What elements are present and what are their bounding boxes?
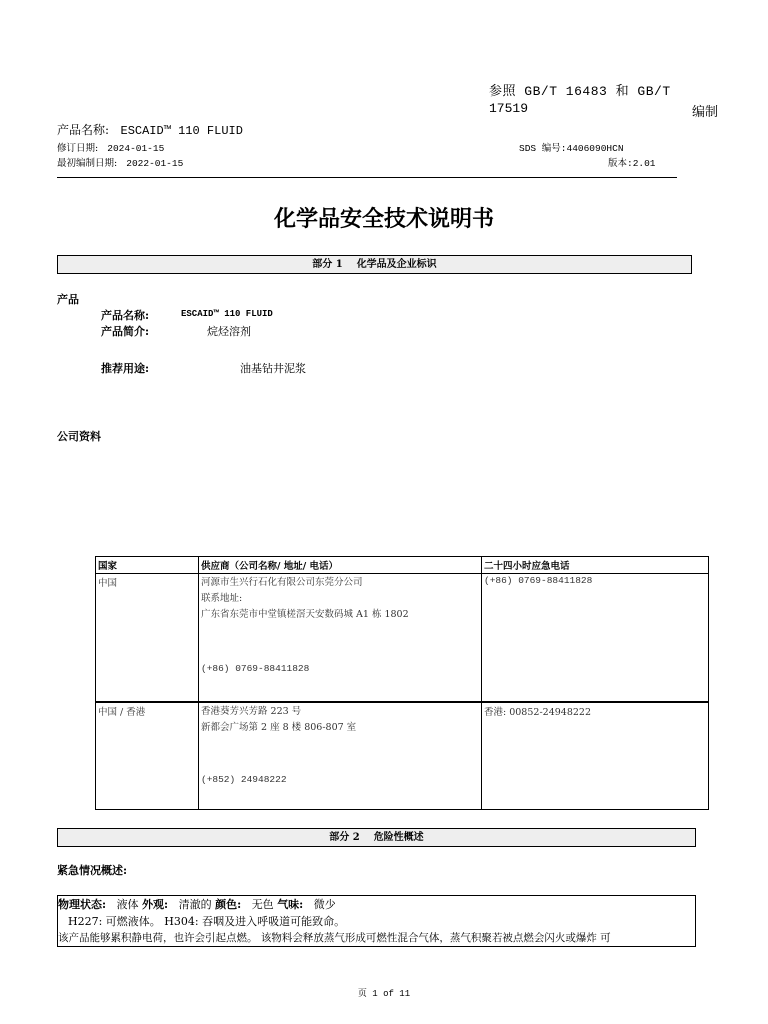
country-cell: 中国 — [96, 574, 199, 703]
odor-label: 气味: — [277, 898, 304, 911]
state-value: 液体 — [116, 898, 139, 911]
supplier-line: 联系地址: — [201, 593, 243, 604]
hazard-statements: H227: 可燃液体。 H304: 吞咽及进入呼吸道可能致命。 — [68, 915, 346, 928]
initial-date-label: 最初编制日期: — [57, 158, 118, 169]
table-header-emergency: 二十四小时应急电话 — [482, 557, 709, 574]
sds-number: SDS 编号:4406090HCN — [519, 143, 624, 154]
color-value: 无色 — [251, 898, 274, 911]
company-heading: 公司资料 — [57, 430, 101, 443]
table-row — [96, 574, 709, 703]
section-2-title: 危险性概述 — [373, 832, 424, 843]
hazard-summary-box — [57, 895, 696, 947]
supplier-line: 香港葵芳兴芳路 223 号 — [201, 706, 302, 717]
supplier-cell — [199, 702, 482, 810]
supplier-line: 河源市生兴行石化有限公司东莞分公司 — [201, 577, 363, 588]
section-1-label: 部分 1 — [312, 259, 343, 270]
appearance-value: 清澈的 — [178, 898, 212, 911]
product-name-label: 产品名称: — [101, 309, 150, 322]
color-label: 颜色: — [215, 898, 242, 911]
static-warning: 该产品能够累积静电荷，也许会引起点燃。 该物料会释放蒸气形成可燃性混合气体，蒸气积聚若被点燃会闪火或爆炸 可 — [58, 932, 611, 944]
supplier-line: 新都会广场第 2 座 8 楼 806-807 室 — [201, 722, 357, 733]
emergency-cell: 香港: 00852-24948222 — [482, 702, 709, 810]
document-title: 化学品安全技术说明书 — [273, 206, 494, 232]
product-name-value: ESCAID™ 110 FLUID — [181, 309, 273, 319]
appearance-label: 外观: — [142, 898, 169, 911]
product-intro-label: 产品简介: — [101, 325, 150, 338]
recommended-use-value: 油基钻井泥浆 — [240, 362, 306, 375]
reference-standard-suffix: 编制 — [692, 105, 719, 120]
physical-properties-row — [58, 896, 336, 912]
page-number: 页 1 of 11 — [357, 989, 411, 999]
country-cell: 中国 / 香港 — [96, 702, 199, 810]
state-label: 物理状态: — [58, 898, 107, 911]
supplier-cell — [199, 574, 482, 703]
supplier-table — [95, 556, 709, 810]
supplier-table-header-row — [96, 557, 709, 574]
header-product — [57, 121, 243, 138]
section-2-header — [57, 828, 696, 847]
section-1-title: 化学品及企业标识 — [356, 259, 437, 270]
supplier-line: 广东省东莞市中堂镇槎滘天安数码城 A1 栋 1802 — [201, 609, 409, 620]
revision-date-label: 修订日期: — [57, 143, 99, 154]
table-header-country: 国家 — [96, 557, 199, 574]
supplier-phone: (+86) 0769-88411828 — [201, 663, 310, 674]
table-row — [96, 702, 709, 810]
reference-standard-line1: 参照 GB/T 16483 和 GB/T — [489, 84, 671, 99]
product-intro-value: 烷烃溶剂 — [207, 325, 251, 338]
emergency-overview-heading: 紧急情况概述: — [57, 864, 128, 877]
initial-date-value: 2022-01-15 — [126, 158, 184, 169]
header-product-label: 产品名称: — [57, 123, 110, 137]
odor-value: 微少 — [313, 898, 336, 911]
header-product-name: ESCAID™ 110 FLUID — [120, 124, 243, 138]
version-number: 版本:2.01 — [608, 158, 656, 169]
emergency-cell: (+86) 0769-88411828 — [482, 574, 709, 703]
recommended-use-label: 推荐用途: — [101, 362, 150, 375]
reference-standard-line2: 17519 — [489, 101, 529, 116]
table-header-supplier: 供应商（公司名称/ 地址/ 电话） — [199, 557, 482, 574]
section-1-header — [57, 255, 692, 274]
initial-date-row — [57, 155, 183, 169]
supplier-phone: (+852) 24948222 — [201, 774, 287, 785]
section-2-label: 部分 2 — [329, 832, 360, 843]
product-heading: 产品 — [57, 293, 79, 306]
revision-date-value: 2024-01-15 — [107, 143, 165, 154]
header-divider — [57, 177, 677, 178]
revision-date-row — [57, 140, 164, 154]
